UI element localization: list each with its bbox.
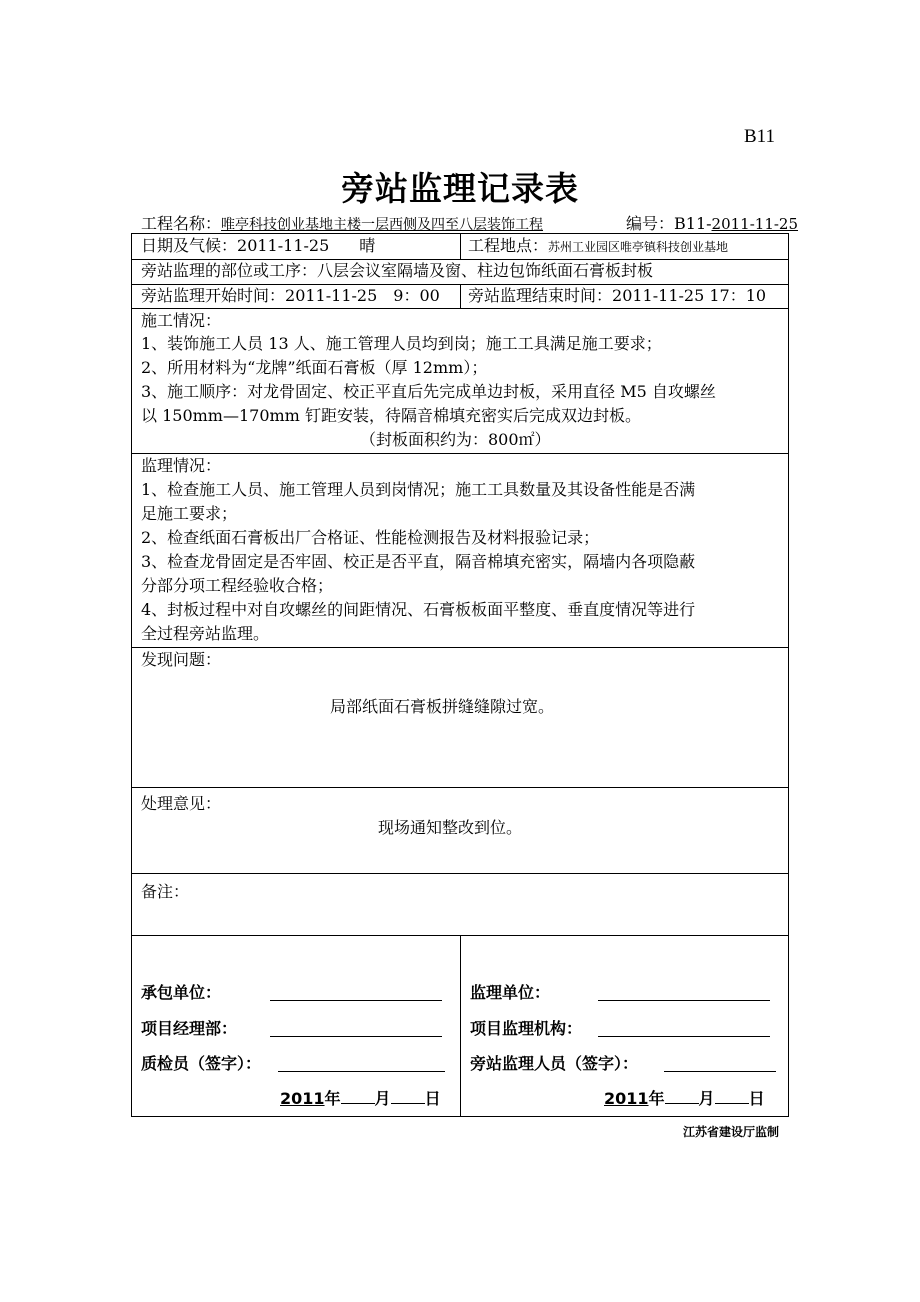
construction-line: 以 150mm—170mm 钉距安装，待隔音棉填充密实后完成双边封板。 bbox=[141, 406, 641, 425]
start-time-value: 2011-11-25 9：00 bbox=[285, 286, 440, 305]
supervision-line: 3、检查龙骨固定是否牢固、校正是否平直，隔音棉填充密实，隔墙内各项隐蔽 bbox=[141, 552, 696, 571]
serial-label: 编号：B11- bbox=[626, 214, 712, 233]
supervision-line: 分部分项工程经验收合格； bbox=[141, 576, 334, 595]
row-divider bbox=[131, 873, 789, 874]
supervision-line: 足施工要求； bbox=[141, 504, 238, 523]
position-label: 旁站监理的部位或工序： bbox=[141, 261, 318, 280]
supervision-line: 4、封板过程中对自攻螺丝的间距情况、石膏板板面平整度、垂直度情况等进行 bbox=[141, 600, 696, 619]
project-value: 唯亭科技创业基地主楼一层西侧及四至八层装饰工程 bbox=[221, 217, 544, 233]
form-code: B11 bbox=[744, 126, 775, 147]
project-label: 工程名称： bbox=[141, 214, 222, 233]
handling-content: 现场通知整改到位。 bbox=[378, 818, 523, 837]
project-name bbox=[141, 211, 543, 234]
serial-number bbox=[626, 211, 798, 234]
contractor-manager-label: 项目经理部： bbox=[141, 1019, 238, 1038]
contractor-month-char: 月 bbox=[374, 1089, 391, 1108]
location-label: 工程地点： bbox=[468, 236, 549, 255]
construction-line: 1、装饰施工人员 13 人、施工管理人员均到岗；施工工具满足施工要求； bbox=[141, 334, 662, 353]
supervision-line: 全过程旁站监理。 bbox=[141, 624, 270, 643]
end-time-value: 2011-11-25 17：10 bbox=[612, 286, 767, 305]
supervisor-year-char: 年 bbox=[648, 1089, 665, 1108]
supervision-line: 2、检查纸面石膏板出厂合格证、性能检测报告及材料报验记录； bbox=[141, 528, 600, 547]
contractor-unit-blank bbox=[270, 1000, 442, 1001]
col-divider bbox=[460, 284, 461, 308]
page-title: 旁站监理记录表 bbox=[341, 169, 579, 208]
handling-heading: 处理意见： bbox=[141, 794, 222, 813]
contractor-inspector-label: 质检员（签字）： bbox=[141, 1054, 262, 1073]
contractor-unit-label: 承包单位： bbox=[141, 983, 222, 1002]
row-divider bbox=[131, 453, 789, 454]
supervisor-unit-label: 监理单位： bbox=[470, 983, 551, 1002]
construction-line: 2、所用材料为“龙牌”纸面石膏板（厚 12mm）； bbox=[141, 358, 488, 377]
start-time bbox=[141, 286, 440, 306]
col-divider bbox=[460, 935, 461, 1117]
row-divider bbox=[131, 308, 789, 309]
supervisor-staff-label: 旁站监理人员（签字）： bbox=[470, 1054, 639, 1073]
contractor-inspector-blank bbox=[278, 1071, 445, 1072]
supervisor-day-char: 日 bbox=[748, 1089, 765, 1108]
location bbox=[468, 236, 728, 257]
issues-heading: 发现问题： bbox=[141, 650, 222, 669]
supervisor-agency-blank bbox=[598, 1036, 770, 1037]
date-weather-label: 日期及气候： bbox=[141, 236, 238, 255]
end-time-label: 旁站监理结束时间： bbox=[468, 286, 613, 305]
supervisor-unit-blank bbox=[598, 1000, 770, 1001]
contractor-day-char: 日 bbox=[424, 1089, 441, 1108]
supervisor-agency-label: 项目监理机构： bbox=[470, 1019, 583, 1038]
supervision-heading: 监理情况： bbox=[141, 456, 222, 475]
construction-area: （封板面积约为：800㎡） bbox=[360, 430, 551, 449]
row-divider bbox=[131, 787, 789, 788]
row-divider bbox=[131, 647, 789, 648]
supervision-line: 1、检查施工人员、施工管理人员到岗情况；施工工具数量及其设备性能是否满 bbox=[141, 480, 696, 499]
remarks-heading: 备注： bbox=[141, 882, 190, 901]
construction-line: 3、施工顺序：对龙骨固定、校正平直后先完成单边封板，采用直径 M5 自攻螺丝 bbox=[141, 382, 716, 401]
supervisor-staff-blank bbox=[664, 1071, 776, 1072]
contractor-year: 2011 bbox=[280, 1089, 325, 1108]
location-value: 苏州工业园区唯亭镇科技创业基地 bbox=[548, 240, 729, 254]
contractor-manager-blank bbox=[270, 1036, 442, 1037]
construction-heading: 施工情况： bbox=[141, 311, 222, 330]
position-value: 八层会议室隔墙及窗、柱边包饰纸面石膏板封板 bbox=[317, 261, 654, 280]
supervisor-date bbox=[604, 1089, 765, 1109]
date-value: 2011-11-25 bbox=[237, 236, 330, 255]
row-divider bbox=[131, 259, 789, 260]
issues-content: 局部纸面石膏板拼缝缝隙过宽。 bbox=[330, 697, 555, 716]
col-divider bbox=[460, 233, 461, 259]
supervisor-year: 2011 bbox=[604, 1089, 649, 1108]
contractor-date bbox=[280, 1089, 441, 1109]
start-time-label: 旁站监理开始时间： bbox=[141, 286, 286, 305]
serial-value: 2011-11-25 bbox=[711, 215, 799, 233]
weather-value: 晴 bbox=[359, 236, 376, 255]
contractor-year-char: 年 bbox=[324, 1089, 341, 1108]
end-time bbox=[468, 286, 766, 306]
supervisor-month-char: 月 bbox=[698, 1089, 715, 1108]
position bbox=[141, 261, 653, 281]
footer-issuer: 江苏省建设厅监制 bbox=[682, 1125, 779, 1139]
date-weather bbox=[141, 236, 375, 256]
